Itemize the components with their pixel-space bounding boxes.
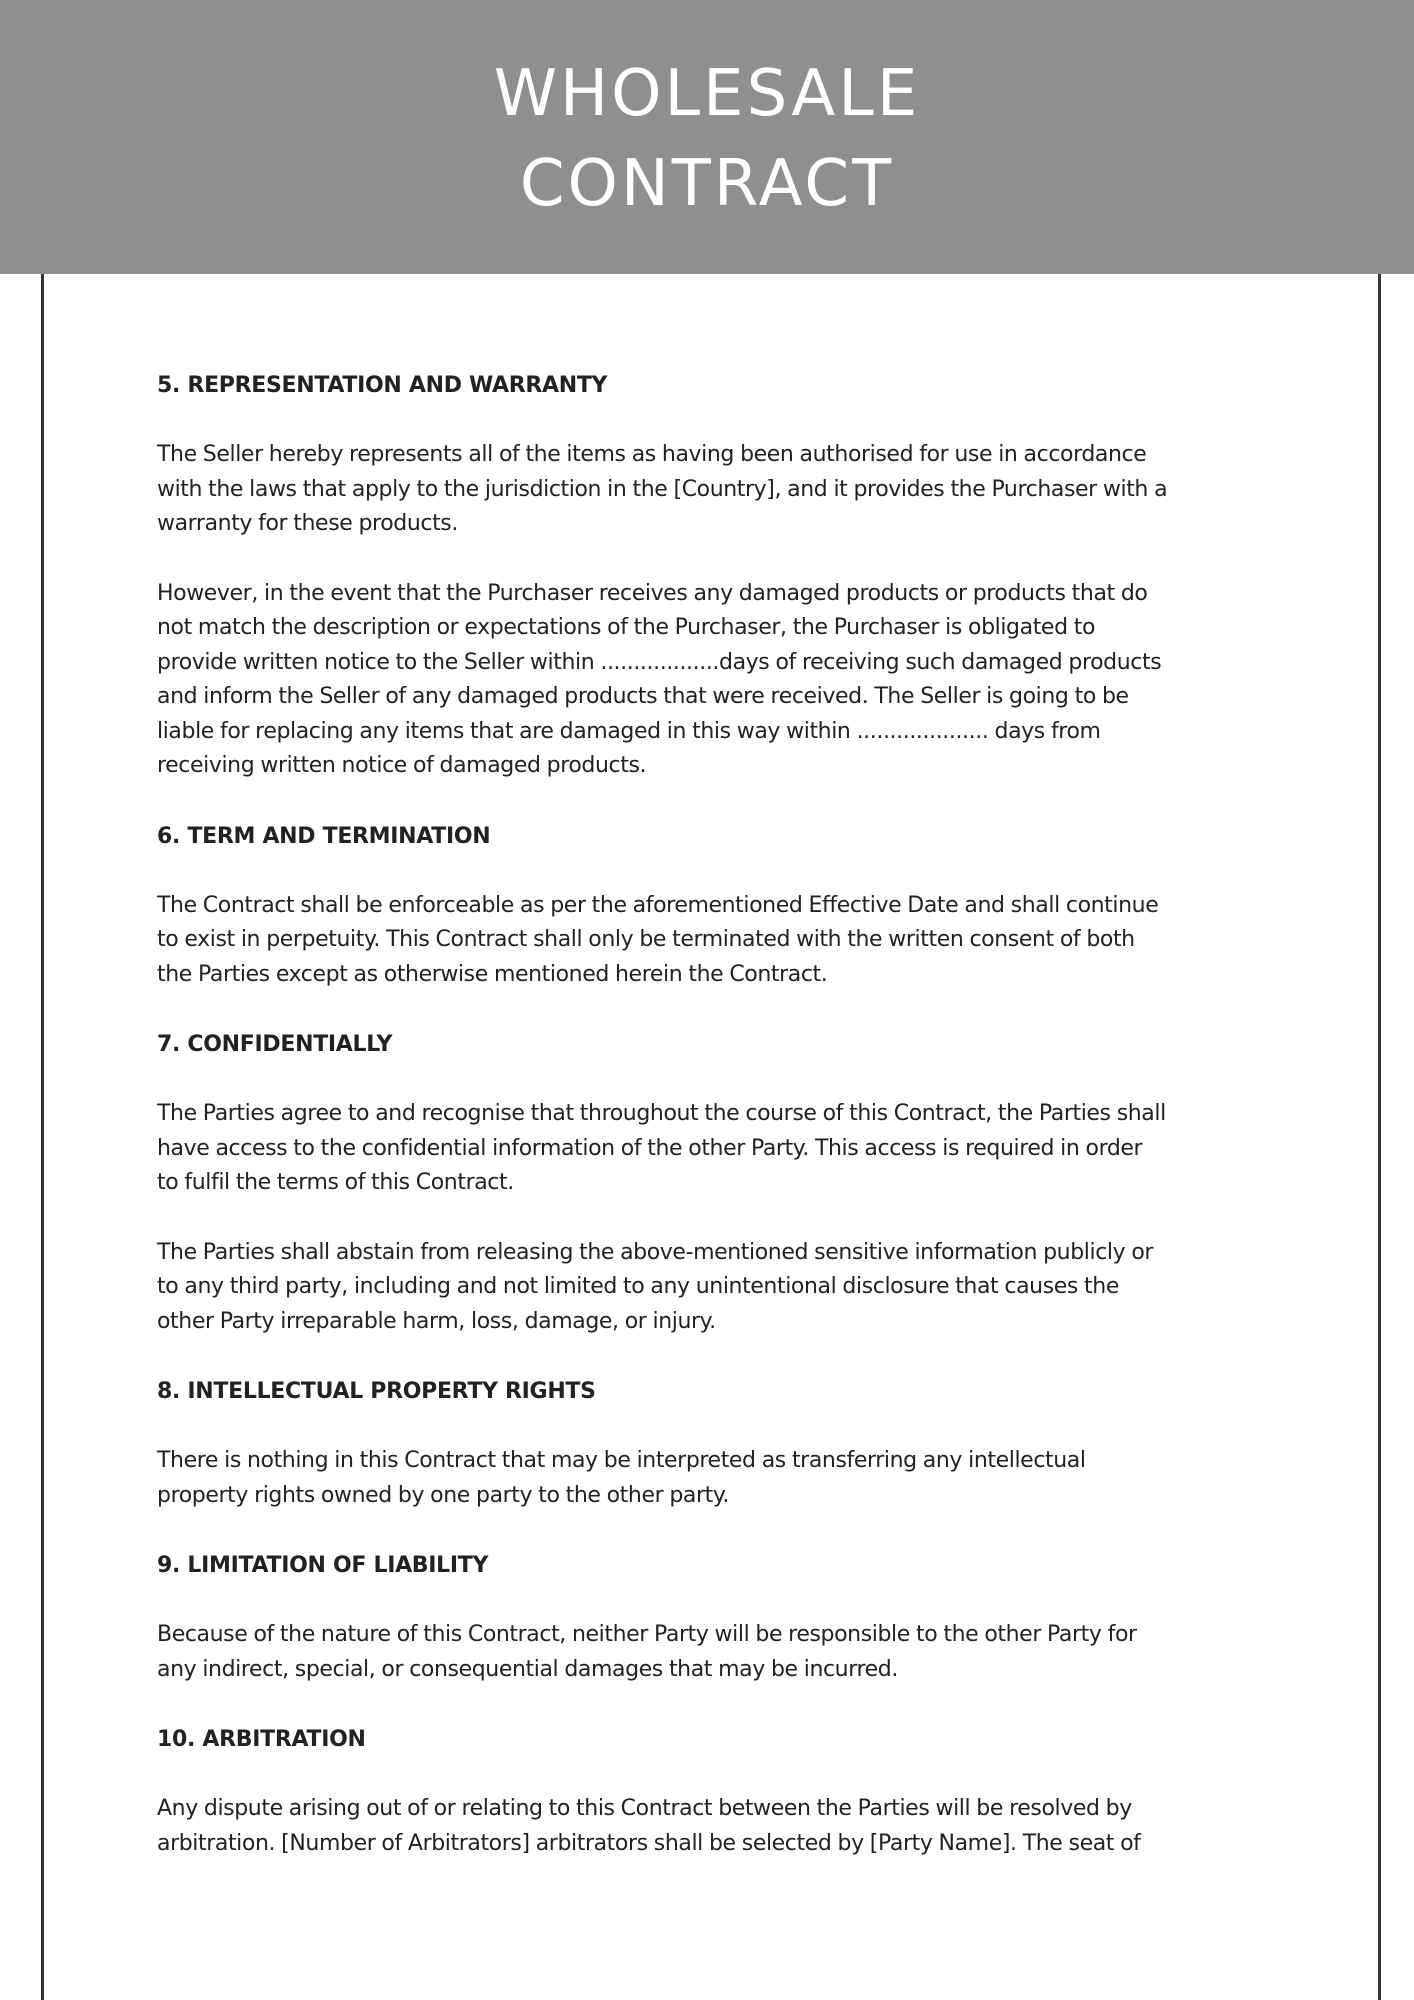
paragraph — [157, 577, 1277, 784]
paragraph-line: to any third party, including and not limited to any unintentional disclosure that causes the — [157, 1274, 1119, 1299]
paragraph-line: The Seller hereby represents all of the items as having been authorised for use in accordance — [157, 442, 1147, 467]
paragraph-line: and inform the Seller of any damaged products that were received. The Seller is going to be — [157, 684, 1129, 709]
paragraph — [157, 1236, 1277, 1340]
page-border-right — [1378, 274, 1381, 2000]
header-banner — [0, 0, 1414, 274]
paragraph-line: with the laws that apply to the jurisdiction in the [Country], and it provides the Purchaser with a — [157, 476, 1168, 502]
paragraph — [157, 438, 1277, 542]
paragraph-line: not match the description or expectations of the Purchaser, the Purchaser is obligated to — [157, 615, 1096, 640]
paragraph — [157, 1097, 1277, 1201]
paragraph-line: to fulfil the terms of this Contract. — [157, 1170, 514, 1195]
paragraph-line: property rights owned by one party to the other party. — [157, 1482, 729, 1508]
paragraph-line: Any dispute arising out of or relating to this Contract between the Parties will be resolved by — [157, 1796, 1132, 1821]
section-heading: 7. CONFIDENTIALLY — [157, 1032, 393, 1057]
section-heading: 9. LIMITATION OF LIABILITY — [157, 1553, 489, 1578]
paragraph-line: The Parties agree to and recognise that throughout the course of this Contract, the Parties shall — [157, 1101, 1166, 1126]
paragraph-line: other Party irreparable harm, loss, damage, or injury. — [157, 1308, 716, 1334]
paragraph — [157, 1444, 1277, 1513]
paragraph-line: The Contract shall be enforceable as per the aforementioned Effective Date and shall continue — [157, 892, 1159, 918]
document-title-line-1: WHOLESALE — [493, 57, 921, 131]
section-representation-warranty — [157, 368, 1277, 784]
document-body — [157, 368, 1277, 1896]
page-border-left — [41, 274, 44, 2000]
paragraph-line: liable for replacing any items that are damaged in this way within .................... days from — [157, 718, 1101, 744]
section-heading: 8. INTELLECTUAL PROPERTY RIGHTS — [157, 1379, 596, 1404]
paragraph-line: any indirect, special, or consequential damages that may be incurred. — [157, 1656, 898, 1682]
paragraph-line: have access to the confidential information of the other Party. This access is required in order — [157, 1135, 1143, 1161]
section-arbitration — [157, 1722, 1277, 1861]
paragraph-line: warranty for these products. — [157, 511, 458, 536]
paragraph-line: arbitration. [Number of Arbitrators] arbitrators shall be selected by [Party Name]. The seat of — [157, 1830, 1141, 1856]
section-heading: 10. ARBITRATION — [157, 1727, 366, 1752]
paragraph — [157, 889, 1277, 993]
paragraph — [157, 1792, 1277, 1861]
paragraph-line: Because of the nature of this Contract, neither Party will be responsible to the other Party for — [157, 1622, 1137, 1647]
paragraph-line: provide written notice to the Seller within ..................days of receiving such damaged products — [157, 649, 1162, 675]
paragraph-line: The Parties shall abstain from releasing the above-mentioned sensitive information publicly or — [157, 1239, 1154, 1265]
paragraph-line: There is nothing in this Contract that may be interpreted as transferring any intellectual — [157, 1448, 1086, 1473]
section-heading: 5. REPRESENTATION AND WARRANTY — [157, 373, 608, 398]
paragraph — [157, 1618, 1277, 1687]
section-confidentially — [157, 1027, 1277, 1339]
paragraph-line: to exist in perpetuity. This Contract shall only be terminated with the written consent of both — [157, 927, 1135, 952]
paragraph-line: receiving written notice of damaged products. — [157, 753, 647, 778]
paragraph-line: the Parties except as otherwise mentioned herein the Contract. — [157, 961, 828, 987]
section-heading: 6. TERM AND TERMINATION — [157, 823, 491, 849]
section-limitation-liability — [157, 1548, 1277, 1687]
paragraph-line: However, in the event that the Purchaser receives any damaged products or products that do — [157, 580, 1148, 606]
document-title-line-2: CONTRACT — [519, 147, 895, 221]
section-term-termination — [157, 819, 1277, 993]
section-intellectual-property — [157, 1374, 1277, 1513]
